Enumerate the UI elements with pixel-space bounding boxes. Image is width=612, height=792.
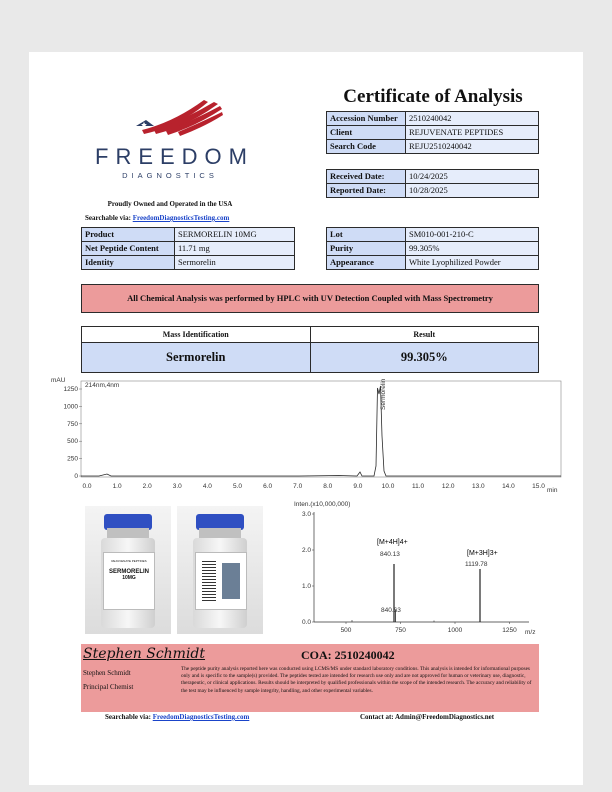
mass-id-value: Sermorelin xyxy=(82,343,311,373)
ms-x-tick-label: 750 xyxy=(395,627,406,634)
accession-value: 2510240042 xyxy=(406,112,539,126)
signer-name: Stephen Schmidt xyxy=(83,669,131,677)
hplc-x-tick-label: 1.0 xyxy=(112,483,122,490)
accession-label: Accession Number xyxy=(327,112,406,126)
hplc-x-tick-label: 8.0 xyxy=(323,483,333,490)
hplc-x-tick-label: 10.0 xyxy=(381,483,395,490)
ms-peak-label-840: 840.13 xyxy=(380,551,400,558)
hplc-x-tick-label: 4.0 xyxy=(202,483,212,490)
received-date-value: 10/24/2025 xyxy=(406,170,539,184)
search-code-label: Search Code xyxy=(327,140,406,154)
mass-spectrum xyxy=(284,498,554,644)
certificate-page xyxy=(29,52,583,785)
accession-table xyxy=(326,111,539,154)
hplc-x-tick-label: 14.0 xyxy=(502,483,515,490)
appearance-value: White Lyophilized Powder xyxy=(406,256,539,270)
client-value: REJUVENATE PEPTIDES xyxy=(406,126,539,140)
lot-label: Lot xyxy=(327,228,406,242)
result-header: Result xyxy=(310,327,539,343)
appearance-label: Appearance xyxy=(327,256,406,270)
searchable-link-bottom[interactable]: FreedomDiagnosticsTesting.com xyxy=(152,713,250,721)
hplc-x-tick-label: 5.0 xyxy=(232,483,243,490)
received-date-label: Received Date: xyxy=(327,170,406,184)
hplc-y-tick-label: 250 xyxy=(67,455,78,463)
mass-id-table xyxy=(81,326,539,373)
label-graphic-icon xyxy=(222,563,240,599)
coa-number: COA: 2510240042 xyxy=(301,648,395,662)
client-label: Client xyxy=(327,126,406,140)
net-peptide-label: Net Peptide Content xyxy=(82,242,175,256)
ms-x-ticks xyxy=(341,622,518,634)
brand-name: FREEDOM xyxy=(95,144,254,169)
ms-y-ticks xyxy=(302,511,314,626)
searchable-prefix-bottom: Searchable via: xyxy=(105,713,153,721)
hplc-x-tick-label: 2.0 xyxy=(142,483,152,490)
searchable-link-top[interactable]: FreedomDiagnosticsTesting.com xyxy=(132,214,230,222)
signature: Stephen Schmidt xyxy=(83,646,206,662)
ms-y-tick-label: 2.0 xyxy=(301,547,311,554)
brand-subtitle: DIAGNOSTICS xyxy=(122,171,218,180)
tagline: Proudly Owned and Operated in the USA xyxy=(107,200,233,208)
dates-table xyxy=(326,169,539,198)
reported-date-label: Reported Date: xyxy=(327,184,406,198)
ms-x-unit: m/z xyxy=(525,629,536,636)
product-label: Product xyxy=(82,228,175,242)
searchable-top xyxy=(85,214,229,222)
vial-label-name: SERMORELIN xyxy=(108,569,149,575)
hplc-y-ticks xyxy=(64,386,82,480)
hplc-unit: mAU xyxy=(51,377,66,384)
ms-annot-4h: [M+4H]4+ xyxy=(377,539,408,546)
barcode-icon xyxy=(202,561,216,601)
ms-y-tick-label: 0.0 xyxy=(301,619,311,626)
hplc-channel: 214nm,4nm xyxy=(85,382,120,389)
ms-peak-label-840-63: 840.63 xyxy=(381,607,401,614)
hplc-y-tick-label: 750 xyxy=(67,420,78,428)
hplc-y-tick-label: 0 xyxy=(74,473,78,480)
lot-value: SM010-001-210-C xyxy=(406,228,539,242)
hplc-x-tick-label: 0.0 xyxy=(82,483,92,490)
ms-y-title: Inten.(x10,000,000) xyxy=(294,501,351,508)
mass-id-header: Mass Identification xyxy=(82,327,311,343)
hplc-peak-label: Sermorelin xyxy=(380,378,387,410)
hplc-chromatogram xyxy=(49,376,565,496)
contact-email[interactable]: Contact at: Admin@FreedomDiagnostics.net xyxy=(360,713,495,721)
vial-label-dose: 10MG xyxy=(122,575,136,581)
hplc-y-tick-label: 1000 xyxy=(63,403,78,411)
hplc-x-unit: min xyxy=(547,487,558,494)
product-value: SERMORELIN 10MG xyxy=(175,228,295,242)
hplc-x-tick-label: 9.0 xyxy=(353,483,363,490)
flag-swoosh-logo-icon xyxy=(134,96,224,136)
hplc-x-tick-label: 11.0 xyxy=(412,483,425,490)
ms-x-tick-label: 1000 xyxy=(447,627,463,634)
method-banner: All Chemical Analysis was performed by HPLC with UV Detection Coupled with Mass Spectrometry xyxy=(81,284,539,313)
hplc-plot-frame xyxy=(81,381,561,477)
signature-block xyxy=(81,644,539,712)
result-value: 99.305% xyxy=(310,343,539,373)
vial-photo-1 xyxy=(85,506,171,634)
purity-label: Purity xyxy=(327,242,406,256)
hplc-x-tick-label: 6.0 xyxy=(263,483,273,490)
reported-date-value: 10/28/2025 xyxy=(406,184,539,198)
disclaimer: The peptide purity analysis reported here was conducted using LCMS/MS under standard laboratory conditions. This analysis is intended for informational purposes only and is specific to the sample(s) provided. The peptides tested are intended for research use only and are not approved for human or veterinary use, diagnostic, therapeutic, or clinical applications. Results should be interpreted by qualified professionals within the scope of the intended research. The accuracy and reliability of the test may be influenced by sample integrity, handling, and other experimental variables. xyxy=(181,666,532,694)
ms-x-tick-label: 1250 xyxy=(502,627,517,634)
vial-photo-2 xyxy=(177,506,263,634)
hplc-y-tick-label: 500 xyxy=(67,438,78,446)
ms-y-tick-label: 1.0 xyxy=(301,583,311,590)
net-peptide-value: 11.71 mg xyxy=(175,242,295,256)
hplc-x-tick-label: 13.0 xyxy=(471,483,485,490)
lot-table xyxy=(326,227,539,270)
searchable-bottom xyxy=(105,713,249,721)
identity-value: Sermorelin xyxy=(175,256,295,270)
hplc-x-tick-label: 7.0 xyxy=(293,483,303,490)
hplc-x-tick-label: 3.0 xyxy=(172,483,182,490)
ms-peak-label-1119: 1119.78 xyxy=(465,561,488,568)
purity-value: 99.305% xyxy=(406,242,539,256)
product-table xyxy=(81,227,295,270)
ms-annot-3h: [M+3H]3+ xyxy=(467,550,498,557)
hplc-x-tick-label: 15.0 xyxy=(532,483,545,490)
ms-x-tick-label: 500 xyxy=(340,627,352,634)
search-code-value: REJU2510240042 xyxy=(406,140,539,154)
signer-title: Principal Chemist xyxy=(83,683,134,691)
identity-label: Identity xyxy=(82,256,175,270)
hplc-x-tick-label: 12.0 xyxy=(441,483,455,490)
hplc-y-tick-label: 1250 xyxy=(63,386,78,393)
vial-label-brand: REJUVENATE PEPTIDES xyxy=(111,559,147,563)
ms-y-tick-label: 3.0 xyxy=(301,511,311,518)
hplc-x-ticks xyxy=(82,483,545,490)
page-title: Certificate of Analysis xyxy=(343,86,523,107)
searchable-prefix: Searchable via: xyxy=(85,214,133,222)
